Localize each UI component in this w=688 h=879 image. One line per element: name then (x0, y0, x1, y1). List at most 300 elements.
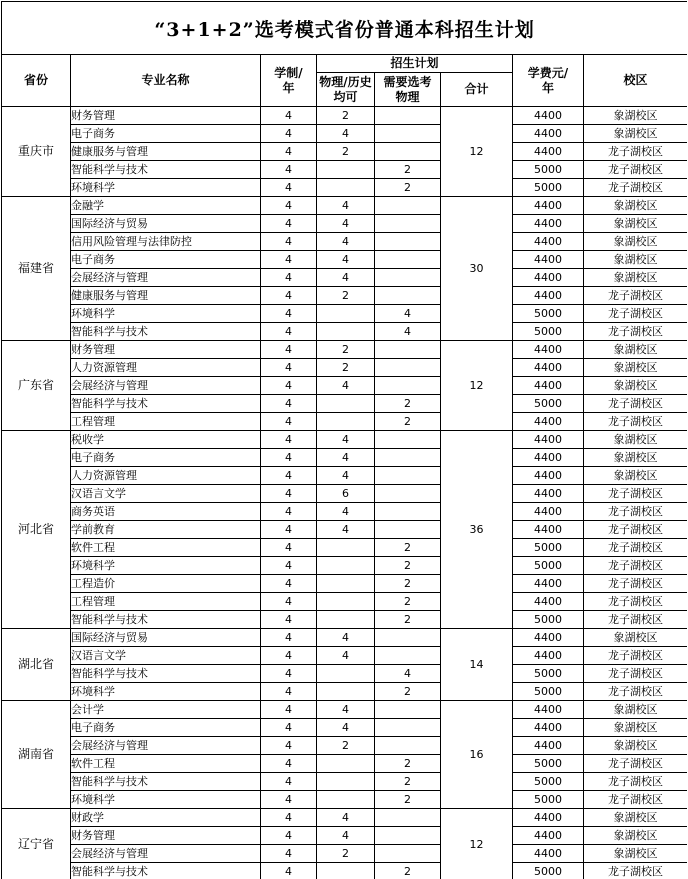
header-fee-label: 学费元/年 (527, 65, 569, 95)
phys-hist-cell: 4 (317, 521, 375, 539)
table-row (2, 215, 688, 233)
major-cell: 人力资源管理 (71, 467, 261, 485)
duration-cell: 4 (261, 827, 317, 845)
campus-cell: 龙子湖校区 (584, 323, 688, 341)
total-cell: 14 (441, 629, 513, 701)
total-cell: 16 (441, 701, 513, 809)
campus-cell: 象湖校区 (584, 359, 688, 377)
fee-cell: 4400 (513, 233, 584, 251)
phys-required-cell: 2 (375, 755, 441, 773)
phys-hist-cell: 4 (317, 809, 375, 827)
major-cell: 电子商务 (71, 449, 261, 467)
major-cell: 工程造价 (71, 575, 261, 593)
campus-cell: 象湖校区 (584, 827, 688, 845)
major-cell: 智能科学与技术 (71, 863, 261, 879)
phys-required-cell: 2 (375, 611, 441, 629)
phys-required-cell (375, 827, 441, 845)
phys-hist-cell: 4 (317, 197, 375, 215)
campus-cell: 象湖校区 (584, 341, 688, 359)
campus-cell: 象湖校区 (584, 809, 688, 827)
fee-cell: 5000 (513, 395, 584, 413)
phys-required-cell: 2 (375, 683, 441, 701)
header-phys-required (375, 73, 441, 107)
phys-required-cell (375, 269, 441, 287)
duration-cell: 4 (261, 251, 317, 269)
phys-required-cell (375, 251, 441, 269)
duration-cell: 4 (261, 305, 317, 323)
campus-cell: 龙子湖校区 (584, 143, 688, 161)
fee-cell: 5000 (513, 791, 584, 809)
phys-required-cell: 2 (375, 791, 441, 809)
fee-cell: 4400 (513, 467, 584, 485)
fee-cell: 4400 (513, 359, 584, 377)
duration-cell: 4 (261, 539, 317, 557)
table-row (2, 755, 688, 773)
campus-cell: 龙子湖校区 (584, 557, 688, 575)
table-row (2, 611, 688, 629)
campus-cell: 象湖校区 (584, 197, 688, 215)
campus-cell: 象湖校区 (584, 431, 688, 449)
header-phys-hist (317, 73, 375, 107)
table-row (2, 395, 688, 413)
campus-cell: 龙子湖校区 (584, 161, 688, 179)
table-row (2, 809, 688, 827)
fee-cell: 4400 (513, 485, 584, 503)
campus-cell: 象湖校区 (584, 215, 688, 233)
major-cell: 人力资源管理 (71, 359, 261, 377)
province-cell: 福建省 (2, 197, 71, 341)
fee-cell: 4400 (513, 593, 584, 611)
fee-cell: 4400 (513, 503, 584, 521)
major-cell: 财务管理 (71, 827, 261, 845)
duration-cell: 4 (261, 521, 317, 539)
duration-cell: 4 (261, 791, 317, 809)
phys-hist-cell: 2 (317, 107, 375, 125)
fee-cell: 4400 (513, 269, 584, 287)
table-row (2, 485, 688, 503)
fee-cell: 5000 (513, 683, 584, 701)
major-cell: 智能科学与技术 (71, 323, 261, 341)
major-cell: 智能科学与技术 (71, 773, 261, 791)
fee-cell: 4400 (513, 449, 584, 467)
campus-cell: 龙子湖校区 (584, 791, 688, 809)
campus-cell: 象湖校区 (584, 845, 688, 863)
major-cell: 会计学 (71, 701, 261, 719)
major-cell: 环境科学 (71, 683, 261, 701)
fee-cell: 4400 (513, 377, 584, 395)
fee-cell: 5000 (513, 305, 584, 323)
phys-required-cell (375, 701, 441, 719)
campus-cell: 龙子湖校区 (584, 647, 688, 665)
duration-cell: 4 (261, 683, 317, 701)
major-cell: 国际经济与贸易 (71, 215, 261, 233)
phys-hist-cell (317, 791, 375, 809)
table-row (2, 575, 688, 593)
province-cell: 重庆市 (2, 107, 71, 197)
phys-hist-cell (317, 863, 375, 879)
major-cell: 金融学 (71, 197, 261, 215)
phys-required-cell (375, 143, 441, 161)
phys-hist-cell: 4 (317, 125, 375, 143)
table-row (2, 359, 688, 377)
major-cell: 汉语言文学 (71, 485, 261, 503)
phys-hist-cell: 2 (317, 287, 375, 305)
campus-cell: 象湖校区 (584, 233, 688, 251)
duration-cell: 4 (261, 575, 317, 593)
phys-required-cell: 2 (375, 593, 441, 611)
major-cell: 电子商务 (71, 719, 261, 737)
province-cell: 广东省 (2, 341, 71, 431)
campus-cell: 龙子湖校区 (584, 665, 688, 683)
duration-cell: 4 (261, 413, 317, 431)
phys-required-cell (375, 215, 441, 233)
phys-required-cell (375, 809, 441, 827)
phys-hist-cell: 4 (317, 215, 375, 233)
fee-cell: 4400 (513, 251, 584, 269)
fee-cell: 4400 (513, 719, 584, 737)
table-row (2, 269, 688, 287)
campus-cell: 象湖校区 (584, 251, 688, 269)
campus-cell: 象湖校区 (584, 629, 688, 647)
phys-hist-cell (317, 611, 375, 629)
duration-cell: 4 (261, 701, 317, 719)
duration-cell: 4 (261, 269, 317, 287)
phys-required-cell (375, 503, 441, 521)
major-cell: 学前教育 (71, 521, 261, 539)
phys-required-cell: 4 (375, 323, 441, 341)
table-row (2, 377, 688, 395)
fee-cell: 4400 (513, 629, 584, 647)
table-row (2, 431, 688, 449)
campus-cell: 龙子湖校区 (584, 593, 688, 611)
major-cell: 软件工程 (71, 539, 261, 557)
campus-cell: 龙子湖校区 (584, 395, 688, 413)
major-cell: 会展经济与管理 (71, 845, 261, 863)
table-row (2, 467, 688, 485)
phys-hist-cell: 4 (317, 449, 375, 467)
phys-required-cell (375, 125, 441, 143)
fee-cell: 4400 (513, 197, 584, 215)
phys-required-cell (375, 197, 441, 215)
total-cell: 12 (441, 341, 513, 431)
major-cell: 电子商务 (71, 125, 261, 143)
phys-required-cell (375, 233, 441, 251)
fee-cell: 4400 (513, 431, 584, 449)
phys-required-cell (375, 629, 441, 647)
total-cell: 12 (441, 107, 513, 197)
table-row (2, 539, 688, 557)
duration-cell: 4 (261, 359, 317, 377)
campus-cell: 龙子湖校区 (584, 485, 688, 503)
major-cell: 财务管理 (71, 341, 261, 359)
duration-cell: 4 (261, 503, 317, 521)
phys-hist-cell: 4 (317, 503, 375, 521)
header-phys-required-label: 需要选考物理 (383, 74, 432, 104)
duration-cell: 4 (261, 107, 317, 125)
fee-cell: 5000 (513, 611, 584, 629)
phys-required-cell (375, 719, 441, 737)
duration-cell: 4 (261, 611, 317, 629)
fee-cell: 4400 (513, 521, 584, 539)
province-cell: 河北省 (2, 431, 71, 629)
phys-required-cell: 2 (375, 575, 441, 593)
phys-hist-cell: 2 (317, 845, 375, 863)
duration-cell: 4 (261, 467, 317, 485)
total-cell: 12 (441, 809, 513, 879)
phys-hist-cell (317, 305, 375, 323)
major-cell: 软件工程 (71, 755, 261, 773)
fee-cell: 4400 (513, 827, 584, 845)
table-row (2, 413, 688, 431)
campus-cell: 龙子湖校区 (584, 413, 688, 431)
phys-required-cell (375, 449, 441, 467)
header-total: 合计 (441, 73, 513, 107)
header-duration-label: 学制/年 (274, 65, 303, 95)
phys-required-cell: 4 (375, 665, 441, 683)
phys-hist-cell (317, 665, 375, 683)
phys-hist-cell: 4 (317, 269, 375, 287)
phys-hist-cell (317, 593, 375, 611)
fee-cell: 5000 (513, 539, 584, 557)
duration-cell: 4 (261, 179, 317, 197)
phys-hist-cell: 6 (317, 485, 375, 503)
table-row (2, 791, 688, 809)
campus-cell: 龙子湖校区 (584, 863, 688, 879)
duration-cell: 4 (261, 863, 317, 879)
table-row (2, 233, 688, 251)
major-cell: 汉语言文学 (71, 647, 261, 665)
phys-hist-cell (317, 161, 375, 179)
phys-hist-cell (317, 179, 375, 197)
phys-required-cell (375, 359, 441, 377)
campus-cell: 龙子湖校区 (584, 305, 688, 323)
phys-required-cell (375, 431, 441, 449)
fee-cell: 5000 (513, 755, 584, 773)
table-row (2, 287, 688, 305)
phys-required-cell (375, 647, 441, 665)
fee-cell: 4400 (513, 215, 584, 233)
campus-cell: 象湖校区 (584, 377, 688, 395)
major-cell: 商务英语 (71, 503, 261, 521)
phys-hist-cell (317, 557, 375, 575)
fee-cell: 5000 (513, 179, 584, 197)
table-row (2, 197, 688, 215)
fee-cell: 5000 (513, 323, 584, 341)
phys-required-cell: 2 (375, 161, 441, 179)
phys-required-cell: 2 (375, 557, 441, 575)
campus-cell: 龙子湖校区 (584, 683, 688, 701)
duration-cell: 4 (261, 161, 317, 179)
header-province: 省份 (2, 55, 71, 107)
campus-cell: 象湖校区 (584, 719, 688, 737)
campus-cell: 象湖校区 (584, 125, 688, 143)
phys-hist-cell (317, 323, 375, 341)
campus-cell: 象湖校区 (584, 269, 688, 287)
table-row (2, 251, 688, 269)
table-row (2, 107, 688, 125)
table-row (2, 683, 688, 701)
phys-hist-cell: 4 (317, 467, 375, 485)
table-row (2, 449, 688, 467)
campus-cell: 象湖校区 (584, 737, 688, 755)
total-cell: 36 (441, 431, 513, 629)
table-row (2, 341, 688, 359)
duration-cell: 4 (261, 143, 317, 161)
table-row (2, 323, 688, 341)
phys-required-cell (375, 107, 441, 125)
fee-cell: 5000 (513, 863, 584, 879)
phys-required-cell: 2 (375, 863, 441, 879)
major-cell: 工程管理 (71, 413, 261, 431)
table-row (2, 557, 688, 575)
fee-cell: 4400 (513, 125, 584, 143)
major-cell: 电子商务 (71, 251, 261, 269)
campus-cell: 龙子湖校区 (584, 773, 688, 791)
table-row (2, 827, 688, 845)
fee-cell: 4400 (513, 737, 584, 755)
campus-cell: 龙子湖校区 (584, 179, 688, 197)
table-row (2, 161, 688, 179)
table-row (2, 593, 688, 611)
fee-cell: 5000 (513, 665, 584, 683)
phys-hist-cell: 4 (317, 701, 375, 719)
duration-cell: 4 (261, 323, 317, 341)
fee-cell: 5000 (513, 161, 584, 179)
header-fee (513, 55, 584, 107)
major-cell: 健康服务与管理 (71, 287, 261, 305)
campus-cell: 龙子湖校区 (584, 503, 688, 521)
header-phys-hist-label: 物理/历史均可 (319, 74, 372, 104)
phys-required-cell (375, 467, 441, 485)
phys-hist-cell: 2 (317, 341, 375, 359)
fee-cell: 4400 (513, 845, 584, 863)
phys-hist-cell (317, 575, 375, 593)
fee-cell: 4400 (513, 341, 584, 359)
phys-hist-cell (317, 773, 375, 791)
major-cell: 智能科学与技术 (71, 611, 261, 629)
fee-cell: 4400 (513, 809, 584, 827)
campus-cell: 龙子湖校区 (584, 521, 688, 539)
phys-required-cell (375, 521, 441, 539)
major-cell: 环境科学 (71, 179, 261, 197)
province-cell: 辽宁省 (2, 809, 71, 879)
major-cell: 工程管理 (71, 593, 261, 611)
major-cell: 智能科学与技术 (71, 665, 261, 683)
duration-cell: 4 (261, 737, 317, 755)
fee-cell: 4400 (513, 143, 584, 161)
table-row (2, 629, 688, 647)
phys-required-cell: 2 (375, 413, 441, 431)
duration-cell: 4 (261, 557, 317, 575)
duration-cell: 4 (261, 665, 317, 683)
header-plan-group: 招生计划 (317, 55, 513, 73)
province-cell: 湖南省 (2, 701, 71, 809)
header-campus: 校区 (584, 55, 688, 107)
major-cell: 信用风险管理与法律防控 (71, 233, 261, 251)
header-major: 专业名称 (71, 55, 261, 107)
fee-cell: 5000 (513, 557, 584, 575)
fee-cell: 4400 (513, 575, 584, 593)
phys-hist-cell: 4 (317, 233, 375, 251)
fee-cell: 4400 (513, 107, 584, 125)
table-row (2, 503, 688, 521)
major-cell: 会展经济与管理 (71, 737, 261, 755)
header-duration (261, 55, 317, 107)
campus-cell: 龙子湖校区 (584, 287, 688, 305)
table-row (2, 719, 688, 737)
fee-cell: 4400 (513, 287, 584, 305)
phys-hist-cell (317, 539, 375, 557)
major-cell: 健康服务与管理 (71, 143, 261, 161)
phys-hist-cell: 4 (317, 827, 375, 845)
major-cell: 会展经济与管理 (71, 377, 261, 395)
duration-cell: 4 (261, 287, 317, 305)
duration-cell: 4 (261, 485, 317, 503)
phys-required-cell (375, 845, 441, 863)
total-cell: 30 (441, 197, 513, 341)
phys-hist-cell: 4 (317, 431, 375, 449)
duration-cell: 4 (261, 629, 317, 647)
duration-cell: 4 (261, 197, 317, 215)
table-row (2, 143, 688, 161)
campus-cell: 龙子湖校区 (584, 611, 688, 629)
campus-cell: 象湖校区 (584, 107, 688, 125)
campus-cell: 龙子湖校区 (584, 539, 688, 557)
major-cell: 税收学 (71, 431, 261, 449)
campus-cell: 龙子湖校区 (584, 755, 688, 773)
phys-required-cell (375, 341, 441, 359)
duration-cell: 4 (261, 773, 317, 791)
campus-cell: 龙子湖校区 (584, 575, 688, 593)
table-row (2, 125, 688, 143)
table-row (2, 179, 688, 197)
page-title: “3+1+2”选考模式省份普通本科招生计划 (2, 2, 688, 55)
duration-cell: 4 (261, 341, 317, 359)
duration-cell: 4 (261, 215, 317, 233)
table-row (2, 863, 688, 879)
plan-document (1, 1, 687, 879)
table-row (2, 773, 688, 791)
major-cell: 环境科学 (71, 305, 261, 323)
major-cell: 环境科学 (71, 557, 261, 575)
phys-required-cell (375, 485, 441, 503)
duration-cell: 4 (261, 845, 317, 863)
province-cell: 湖北省 (2, 629, 71, 701)
duration-cell: 4 (261, 647, 317, 665)
phys-required-cell (375, 737, 441, 755)
phys-required-cell (375, 287, 441, 305)
duration-cell: 4 (261, 233, 317, 251)
phys-hist-cell: 4 (317, 377, 375, 395)
enrollment-plan-table (1, 1, 687, 879)
phys-hist-cell: 4 (317, 647, 375, 665)
duration-cell: 4 (261, 755, 317, 773)
phys-required-cell (375, 377, 441, 395)
phys-required-cell: 2 (375, 773, 441, 791)
major-cell: 财政学 (71, 809, 261, 827)
major-cell: 环境科学 (71, 791, 261, 809)
fee-cell: 5000 (513, 773, 584, 791)
table-row (2, 701, 688, 719)
duration-cell: 4 (261, 593, 317, 611)
phys-hist-cell (317, 413, 375, 431)
duration-cell: 4 (261, 719, 317, 737)
duration-cell: 4 (261, 809, 317, 827)
phys-hist-cell (317, 755, 375, 773)
fee-cell: 4400 (513, 647, 584, 665)
phys-hist-cell: 2 (317, 737, 375, 755)
phys-hist-cell (317, 683, 375, 701)
